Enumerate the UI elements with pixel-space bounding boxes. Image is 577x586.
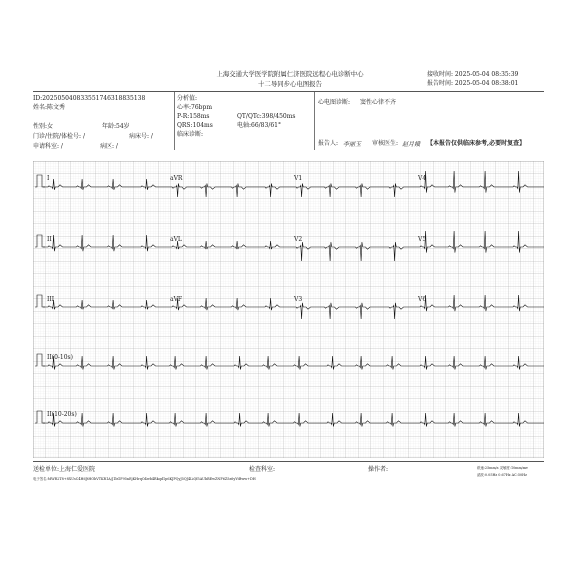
report-time: 报告时间: 2025-05-04 08:38:01 xyxy=(427,80,519,87)
lead-label-II: II xyxy=(47,236,52,243)
lead-label-V5: V5 xyxy=(418,236,427,243)
paper-speed: 纸速:25mm/s 灵敏度:10mm/mv xyxy=(477,466,528,470)
lead-label-aVL: aVL xyxy=(170,236,182,243)
request-dept: 申请科室: / xyxy=(33,143,63,150)
lead-label-V1: V1 xyxy=(294,175,303,182)
clinical-diagnosis: 临床诊断: xyxy=(177,131,204,138)
report-title: 十二导同步心电图报告 xyxy=(258,80,322,88)
header-rule xyxy=(33,91,544,92)
exam-dept: 检查科室: xyxy=(249,466,276,473)
patient-name: 姓名:陈文秀 xyxy=(33,104,66,111)
axis-value: 电轴:66/83/61° xyxy=(237,122,281,129)
lead-label-V6: V6 xyxy=(418,296,427,303)
heart-rate: 心率:76bpm xyxy=(177,104,213,111)
hospital-name: 上海交通大学医学院附属仁济医院远程心电诊断中心 xyxy=(216,70,364,78)
info-separator-1 xyxy=(174,92,175,150)
clinic-number: 门诊/住院/体检号: / xyxy=(33,133,85,140)
report-notice: 【本报告仅供临床参考,必要时复查】 xyxy=(427,140,526,147)
lead-label-III: III xyxy=(47,296,55,303)
filter-settings: 滤波:0.05Hz 0.67Hz AC:50Hz xyxy=(477,473,527,477)
lead-label-aVF: aVF xyxy=(170,296,183,303)
lead-label-V3: V3 xyxy=(294,296,303,303)
patient-age: 年龄:54岁 xyxy=(102,123,130,130)
lead-label-rhythm-1: II(0-10s) xyxy=(47,354,73,361)
operator: 操作者: xyxy=(368,466,389,473)
reviewer-label: 审核医生: xyxy=(372,140,399,147)
grid-background xyxy=(33,161,544,458)
lead-label-V4: V4 xyxy=(418,175,427,182)
qt-interval: QT/QTc:398/450ms xyxy=(237,113,296,120)
pr-interval: P-R:158ms xyxy=(177,113,210,120)
lead-label-rhythm-2: II(10-20s) xyxy=(47,411,77,418)
footer-rule xyxy=(33,461,544,462)
reporter-label: 报告人: xyxy=(318,140,339,147)
sender-unit: 送检单位:上海仁爱医院 xyxy=(33,466,96,473)
patient-gender: 性别:女 xyxy=(33,123,54,130)
ward: 病区: / xyxy=(100,143,118,150)
diagnosis-label: 心电图诊断: xyxy=(318,99,351,106)
electronic-signature: 电子签名:MWR2T8+8XUsC4H6JtHObVTKR1A/J1bGF95nEjKHrqO4wb4Rkqd1p6KJPQyJ5QJ4LiQf5AUbBEwZNF6Z5z6yYtBww+DH xyxy=(33,477,256,481)
lead-label-V2: V2 xyxy=(294,236,303,243)
info-separator-2 xyxy=(314,92,315,150)
ecg-grid xyxy=(33,161,544,458)
ecg-tracing xyxy=(33,161,544,458)
analysis-label: 分析值: xyxy=(177,95,198,102)
reviewer-signature: 赵月娥 xyxy=(402,141,421,148)
patient-id: ID:202505040833551746318835138 xyxy=(33,95,146,102)
received-time: 接收时间: 2025-05-04 08:35:39 xyxy=(427,71,519,78)
qrs-duration: QRS:104ms xyxy=(177,122,213,129)
diagnosis-text: 窦性心律不齐 xyxy=(360,99,397,106)
lead-label-I: I xyxy=(47,175,50,182)
bed-number: 病床号: / xyxy=(129,133,153,140)
reporter-signature: 李丽玉 xyxy=(343,141,362,148)
lead-label-aVR: aVR xyxy=(170,175,183,182)
